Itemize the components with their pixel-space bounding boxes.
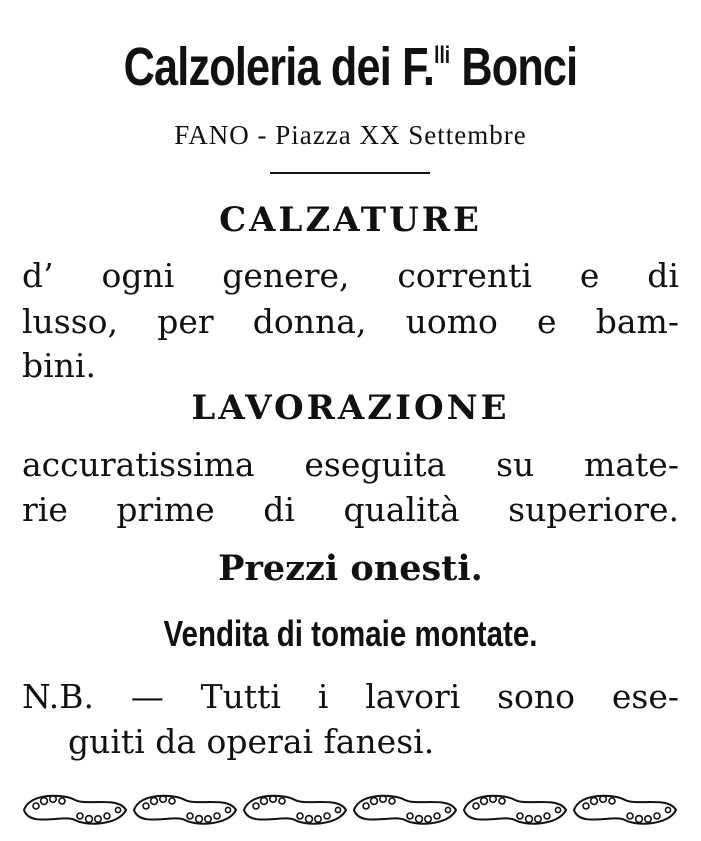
lavorazione-text-line-1: accuratissima eseguita su mate- — [22, 445, 679, 484]
sale-line: Vendita di tomaie montate. — [163, 613, 538, 654]
ornament-link — [354, 796, 456, 824]
divider-rule — [270, 172, 430, 174]
heading-calzature: CALZATURE — [219, 200, 482, 240]
note-line-1: N.B. — Tutti i lavori sono ese- — [22, 677, 679, 716]
ornament-link — [574, 796, 676, 824]
calzature-text-line-2: lusso, per donna, uomo e bam- — [22, 302, 679, 341]
calzature-text-line-3: bini. — [22, 346, 96, 385]
decorative-border-icon — [20, 786, 680, 834]
shop-title-end: Bonci — [450, 37, 578, 97]
ornament-link — [24, 796, 126, 824]
ornament-link — [134, 796, 236, 824]
prices-line: Prezzi onesti. — [218, 548, 483, 589]
shop-title-superscript: lli — [434, 42, 451, 69]
ornament-link — [244, 796, 346, 824]
note-line-2: guiti da operai fanesi. — [68, 722, 435, 761]
lavorazione-text-line-2: rie prime di qualità superiore. — [22, 490, 679, 529]
shop-title-main: Calzoleria dei F. — [123, 37, 435, 97]
heading-lavorazione: LAVORAZIONE — [191, 388, 510, 428]
shop-title — [70, 36, 631, 98]
shop-address: FANO - Piazza XX Settembre — [174, 120, 527, 150]
ornament-link — [464, 796, 566, 824]
calzature-text-line-1: d’ ogni genere, correnti e di — [22, 256, 679, 295]
